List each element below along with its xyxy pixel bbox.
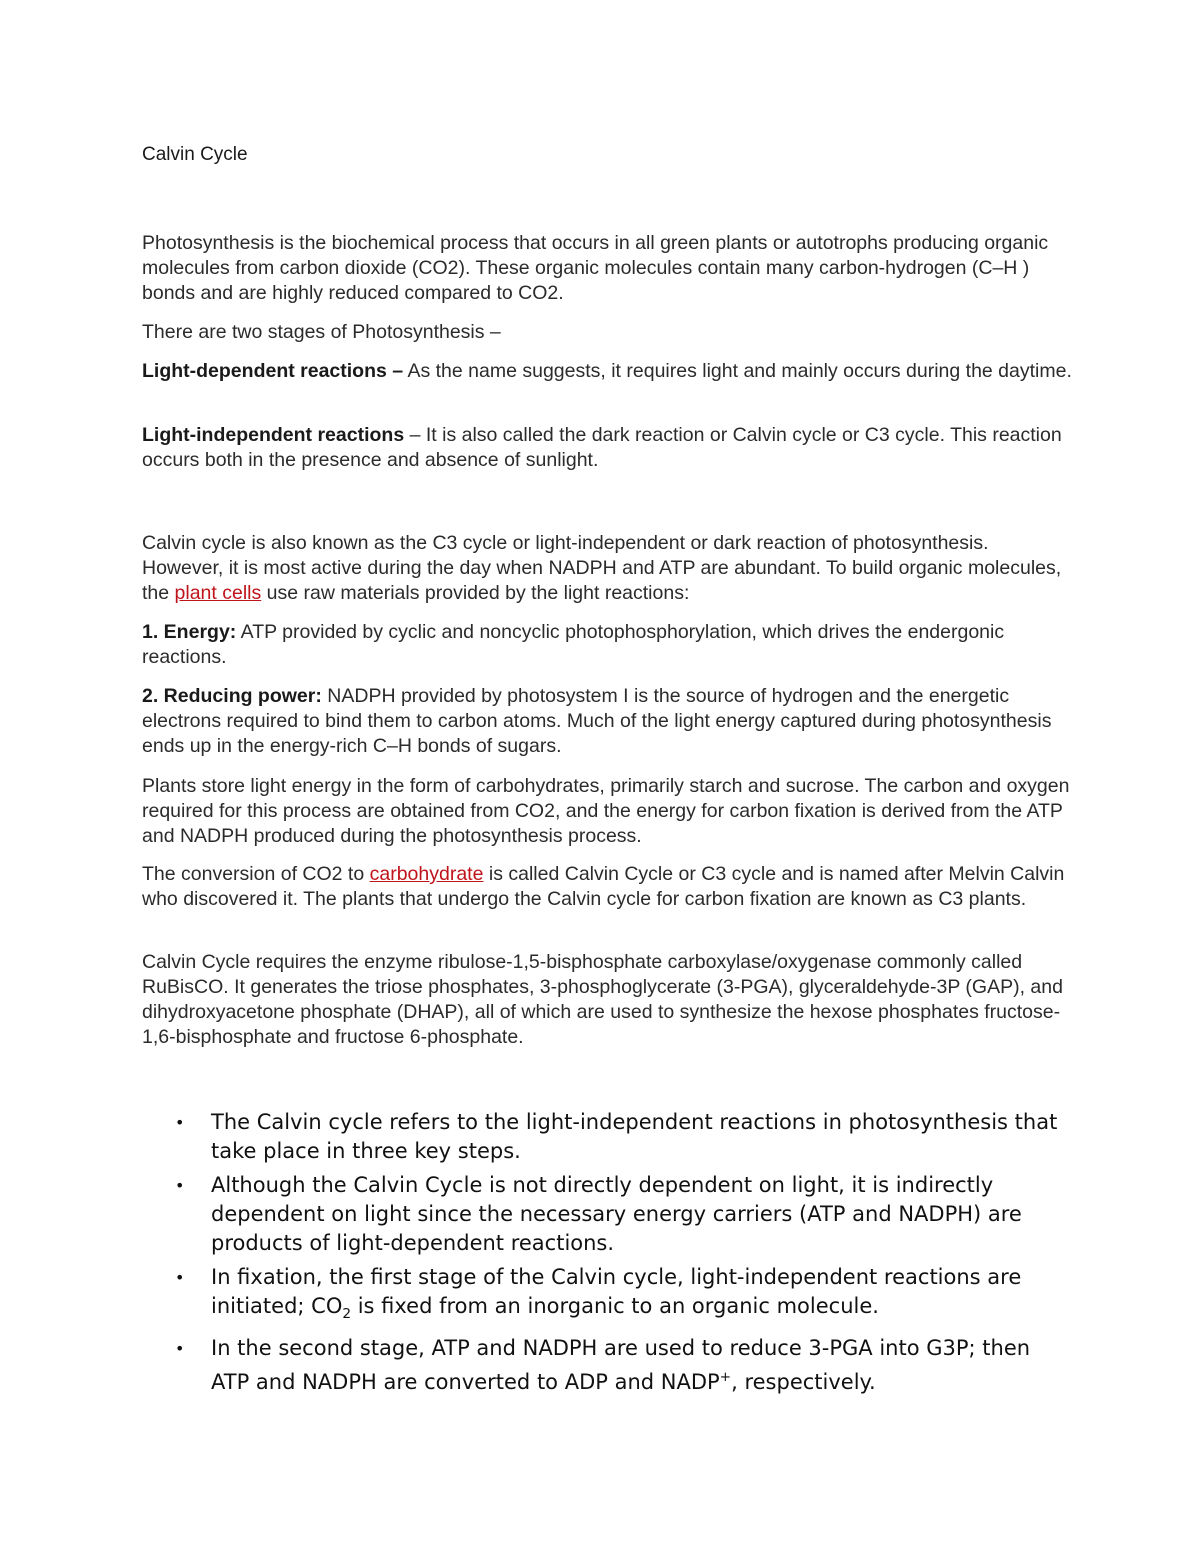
light-independent-paragraph [142,423,1072,473]
reducing-power-text: NADPH provided by photosystem I is the source of hydrogen and the energetic electrons required to bind them to carbon atoms. Much of the light energy captured during photosynthesis ends up in the energy-rich C–H bonds of sugars. [142,685,1052,757]
list-item [142,1334,1062,1397]
energy-text: ATP provided by cyclic and noncyclic photophosphorylation, which drives the endergonic reactions. [142,621,1005,668]
list-item [142,1108,1062,1166]
list-item [142,1171,1062,1258]
light-dependent-paragraph [142,359,1072,384]
list-item-text: The Calvin cycle refers to the light-independent reactions in photosynthesis that take place in three key steps. [211,1110,1058,1163]
calvin-intro-text-end: use raw materials provided by the light reactions: [261,582,690,604]
light-dependent-text: As the name suggests, it requires light and mainly occurs during the daytime. [403,360,1072,382]
bullet-icon: • [175,1113,185,1132]
stages-heading: There are two stages of Photosynthesis – [142,321,501,343]
carbohydrate-link[interactable]: carbohydrate [369,863,484,885]
plant-cells-link[interactable]: plant cells [174,582,262,604]
conversion-text: The conversion of CO2 to [142,863,370,885]
superscript: + [719,1369,732,1386]
intro-paragraph: Photosynthesis is the biochemical process that occurs in all green plants or autotrophs producing organic molecules from carbon dioxide (CO2). These organic molecules contain many carbon-hydrogen (C–H ) bonds and are highly reduced compared to CO2. [142,232,1049,304]
light-independent-text: – It is also called the dark reaction or Calvin cycle or C3 cycle. This reaction occurs both in the presence and absence of sunlight. [142,424,1062,471]
list-item-text: Although the Calvin Cycle is not directly dependent on light, it is indirectly dependent on light since the necessary energy carriers (ATP and NADPH) are products of light-dependent reactions. [211,1173,1022,1255]
energy-storage-paragraph: Plants store light energy in the form of carbohydrates, primarily starch and sucrose. The carbon and oxygen required for this process are obtained from CO2, and the energy for carbon fixation is derived from the ATP and NADPH produced during the photosynthesis process. [142,775,1070,847]
conversion-paragraph [142,862,1072,912]
list-item [142,1263,1062,1329]
conversion-text-end: is called Calvin Cycle or C3 cycle and is named after Melvin Calvin who discovered it. The plants that undergo the Calvin cycle for carbon fixation are known as C3 plants. [142,863,1065,910]
list-item-text-end: , respectively. [731,1370,876,1395]
calvin-intro-text: Calvin cycle is also known as the C3 cycle or light-independent or dark reaction of photosynthesis. However, it is most active during the day when NADPH and ATP are abundant. To build organic molecules, the [142,532,1062,604]
list-item-text: In the second stage, ATP and NADPH are used to reduce 3-PGA into G3P; then ATP and NADPH are converted to ADP and NADP [211,1336,1031,1395]
page-title: Calvin Cycle [142,144,248,165]
bullet-icon: • [175,1268,185,1287]
bullet-icon: • [175,1176,185,1195]
light-independent-label: Light-independent reactions [142,424,405,446]
bullet-icon: • [175,1339,185,1359]
energy-label: 1. Energy: [142,621,237,643]
energy-paragraph [142,620,1072,670]
reducing-power-label: 2. Reducing power: [142,685,322,707]
subscript: 2 [342,1306,352,1323]
light-dependent-label: Light-dependent reactions – [142,360,404,382]
enzyme-paragraph: Calvin Cycle requires the enzyme ribulose-1,5-bisphosphate carboxylase/oxygenase commonly called RuBisCO. It generates the triose phosphates, 3-phosphoglycerate (3-PGA), glyceraldehyde-3P (GAP), and dihydroxyacetone phosphate (DHAP), all of which are used to synthesize the hexose phosphates fructose-1,6-bisphosphate and fructose 6-phosphate. [142,951,1063,1048]
list-item-text: In fixation, the first stage of the Calvin cycle, light-independent reactions are initiated; CO [211,1265,1022,1318]
calvin-intro-paragraph [142,531,1072,606]
list-item-text-end: is fixed from an inorganic to an organic molecule. [351,1294,879,1318]
reducing-power-paragraph [142,684,1072,759]
key-points-list [142,1108,1062,1402]
